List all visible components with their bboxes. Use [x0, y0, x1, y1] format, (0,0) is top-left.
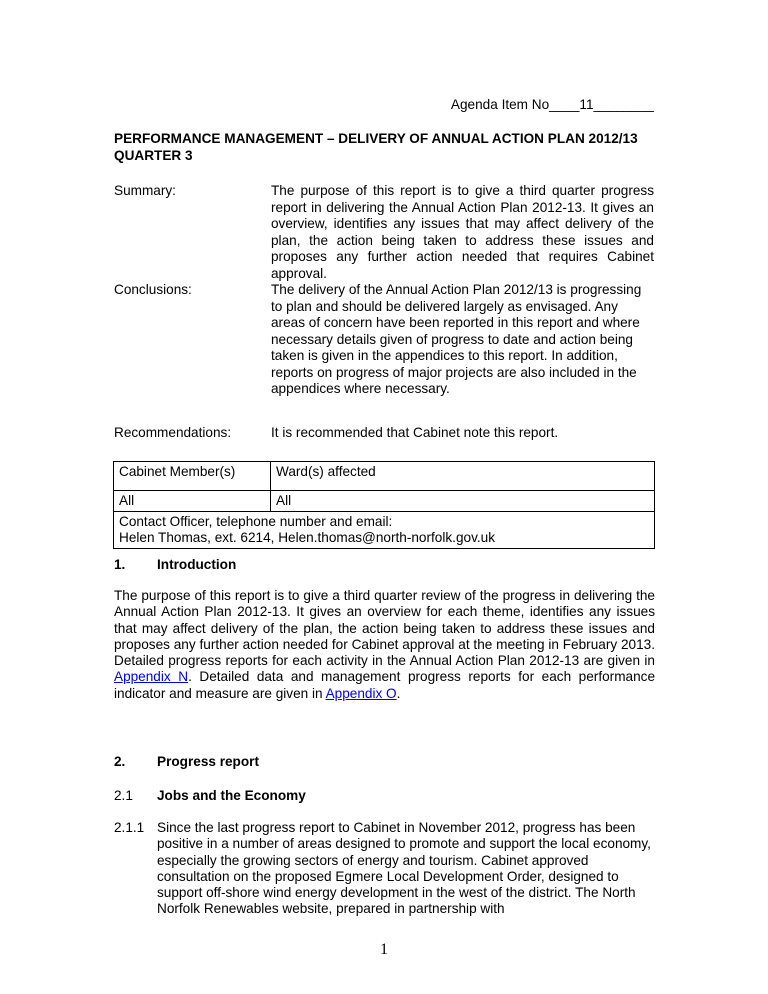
wards-affected-header: Ward(s) affected [271, 462, 655, 491]
info-table [113, 461, 655, 549]
introduction-paragraph [114, 588, 655, 702]
report-title: PERFORMANCE MANAGEMENT – DELIVERY OF ANNUAL ACTION PLAN 2012/13 QUARTER 3 [114, 131, 638, 163]
agenda-item-number: Agenda Item No____11________ [450, 97, 654, 112]
conclusions-label: Conclusions: [114, 282, 192, 297]
appendix-n-link[interactable]: Appendix N [114, 669, 189, 685]
recommendations-text: It is recommended that Cabinet note this report. [271, 425, 559, 440]
section-1-heading: Introduction [157, 557, 237, 572]
contact-officer-label: Contact Officer, telephone number and email: [119, 514, 393, 529]
section-2-1-1-number: 2.1.1 [114, 820, 145, 835]
cabinet-member-value: All [114, 491, 271, 512]
section-2-heading: Progress report [157, 754, 259, 769]
page-number: 1 [380, 941, 388, 958]
contact-officer-value: Helen Thomas, ext. 6214, Helen.thomas@north-norfolk.gov.uk [119, 530, 495, 545]
section-2-1-1-text: Since the last progress report to Cabinet in November 2012, progress has been positive in a number of areas designed to promote and support the local economy, especially the growing sectors of energy and tourism. Cabinet approved consultation on the proposed Egmere Local Development Order, designed to support off-shore wind energy development in the west of the district. The North Norfolk Renewables website, prepared in partnership with [157, 820, 651, 917]
intro-text-start: The purpose of this report is to give a third quarter review of the progress in delivering the Annual Action Plan 2012-13. It gives an overview for each theme, identifies any issues that may affect delivery of the plan, the action being taken to address these issues and proposes any further action needed for Cabinet approval at the meeting in February 2013. Detailed progress reports for each activity in the Annual Action Plan 2012-13 are given in [114, 588, 655, 669]
summary-text: The purpose of this report is to give a third quarter progress report in delivering the Annual Action Plan 2012-13. It gives an overview, identifies any issues that may affect delivery of the plan, the action being taken to address these issues and proposes any further action needed that requires Cabinet approval. [271, 183, 654, 281]
wards-affected-value: All [271, 491, 655, 512]
intro-text-middle: . Detailed data and management progress reports for each performance indicator and measure are given in [114, 669, 655, 701]
section-1-number: 1. [114, 557, 126, 572]
intro-text-end: . [396, 685, 401, 701]
summary-label: Summary: [114, 183, 176, 198]
contact-officer-cell [114, 512, 655, 549]
section-2-1-heading: Jobs and the Economy [157, 788, 306, 803]
section-2-1-number: 2.1 [114, 788, 133, 803]
recommendations-label: Recommendations: [114, 425, 232, 440]
cabinet-member-header: Cabinet Member(s) [114, 462, 271, 491]
section-2-number: 2. [114, 754, 126, 769]
appendix-o-link[interactable]: Appendix O [325, 685, 397, 701]
conclusions-text: The delivery of the Annual Action Plan 2012/13 is progressing to plan and should be delivered largely as envisaged. Any areas of concern have been reported in this report and where necessary details given of progress to date and action being taken is given in the appendices to this report. In addition, reports on progress of major projects are also included in the appendices where necessary. [271, 282, 642, 396]
